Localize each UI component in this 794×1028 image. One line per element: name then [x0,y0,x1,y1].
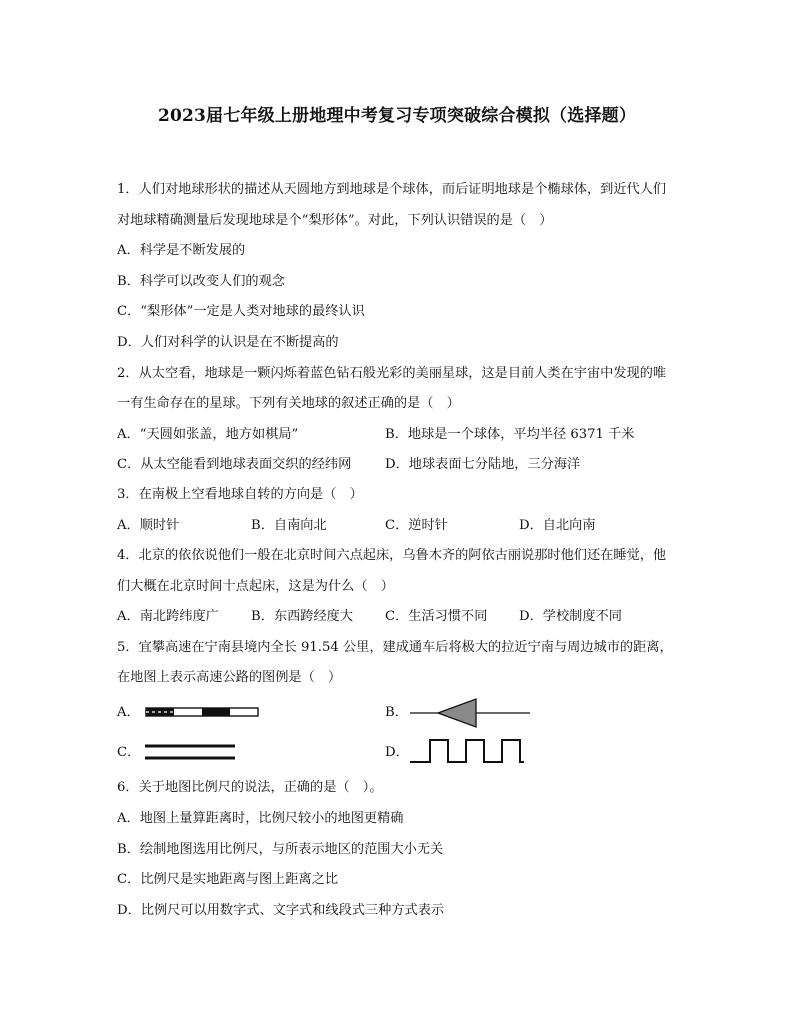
question-5-stem-line-2: 在地图上表示高速公路的图例是（ ） [117,670,342,685]
question-6-option-b: B．绘制地图选用比例尺，与所表示地区的范围大小无关 [117,842,444,857]
question-4-option-c: C．生活习惯不同 [385,609,488,624]
question-6-option-c: C．比例尺是实地距离与图上距离之比 [117,872,339,887]
question-5-option-b: B． [385,705,408,720]
highway-legend-symbol [143,741,237,763]
page-title: 2023届七年级上册地理中考复习专项突破综合模拟（选择题） [157,106,637,126]
question-1-option-b: B．科学可以改变人们的观念 [117,274,285,289]
question-2-option-b: B．地球是一个球体，平均半径 6371 千米 [385,427,635,442]
question-6-option-d: D．比例尺可以用数字式、文字式和线段式三种方式表示 [117,903,445,918]
question-6-option-a: A．地图上量算距离时，比例尺较小的地图更精确 [117,811,404,826]
question-1-option-c: C．“梨形体”一定是人类对地球的最终认识 [117,304,365,319]
question-4-stem-line-2: 们大概在北京时间十点起床，这是为什么（ ） [117,579,394,594]
question-3-option-c: C．逆时针 [385,518,448,533]
question-5-option-d: D． [385,745,409,760]
question-1-option-a: A．科学是不断发展的 [117,243,246,258]
question-6-stem: 6．关于地图比例尺的说法，正确的是（ ）。 [117,780,383,795]
question-2-option-c: C．从太空能看到地球表面交织的经纬网 [117,457,352,472]
railway-legend-symbol [145,704,261,720]
question-5-option-a: A． [117,705,140,720]
question-4-option-d: D．学校制度不同 [519,609,622,624]
question-2-option-a: A．“天圆如张盖，地方如棋局” [117,427,299,442]
question-4-option-a: A．南北跨纬度广 [117,609,219,624]
question-5-option-c: C． [117,745,141,760]
question-2-stem-line-2: 一有生命存在的星球。下列有关地球的叙述正确的是（ ） [117,396,460,411]
question-2-option-d: D．地球表面七分陆地，三分海洋 [385,457,581,472]
question-3-option-b: B．自南向北 [251,518,327,533]
question-2-stem-line-1: 2．从太空看，地球是一颗闪烁着蓝色钻石般光彩的美丽星球，这是目前人类在宇宙中发现的唯 [117,366,667,381]
question-3-stem: 3．在南极上空看地球自转的方向是（ ） [117,487,363,502]
wall-legend-symbol [408,737,524,765]
question-1-option-d: D．人们对科学的认识是在不断提高的 [117,335,339,350]
question-1-stem-line-1: 1．人们对地球形状的描述从天圆地方到地球是个球体，而后证明地球是个椭球体，到近代人们 [117,182,667,197]
question-3-option-d: D．自北向南 [519,518,596,533]
question-3-option-a: A．顺时针 [117,518,180,533]
question-4-option-b: B．东西跨经度大 [251,609,354,624]
question-5-stem-line-1: 5．宜攀高速在宁南县境内全长 91.54 公里，建成通车后将极大的拉近宁南与周边城市的距离， [117,640,673,655]
question-4-stem-line-1: 4．北京的依依说他们一般在北京时间六点起床，乌鲁木齐的阿依古丽说那时他们还在睡觉，他 [117,548,667,563]
question-1-stem-line-2: 对地球精确测量后发现地球是个“梨形体”。对此，下列认识错误的是（ ） [117,213,553,228]
airport-legend-symbol [408,696,532,730]
